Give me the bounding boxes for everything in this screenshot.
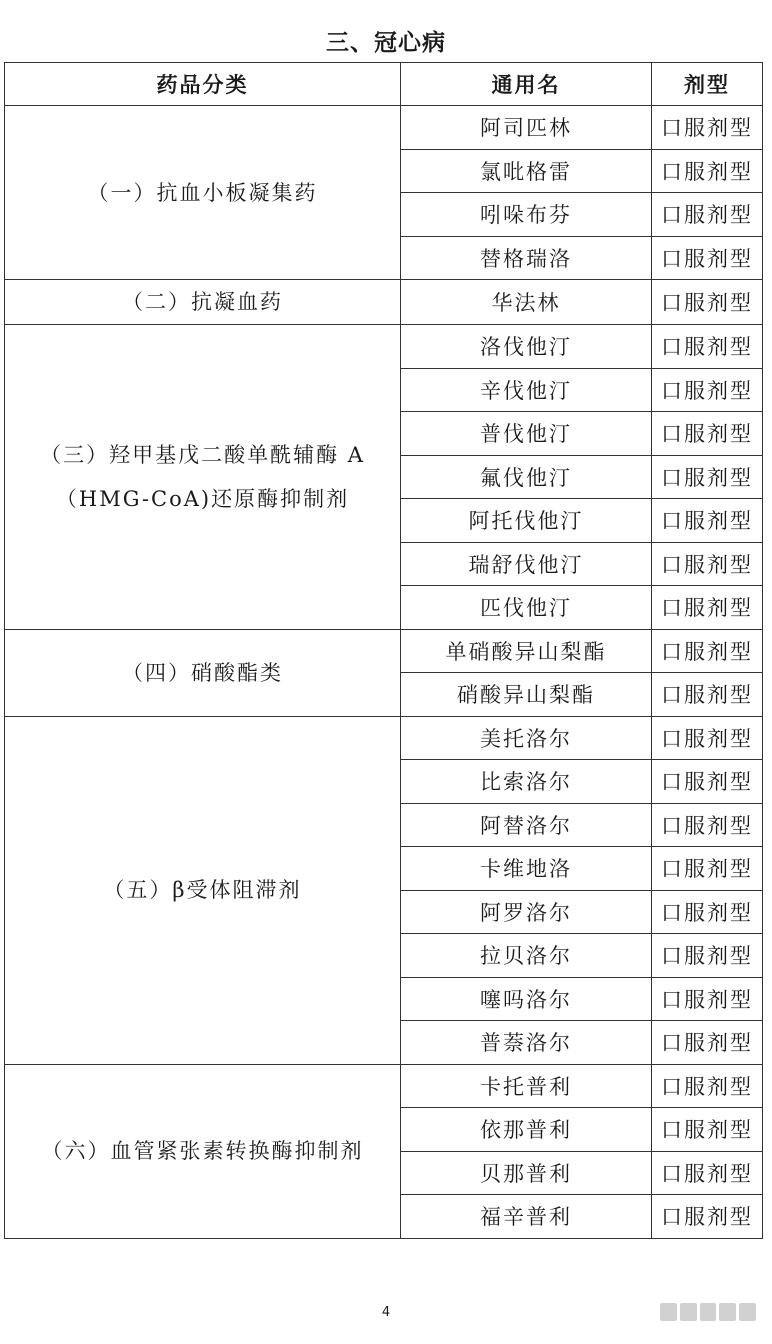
- generic-name-cell: 贝那普利: [401, 1151, 652, 1195]
- generic-name-cell: 洛伐他汀: [401, 325, 652, 369]
- generic-name-cell: 阿托伐他汀: [401, 499, 652, 543]
- dosage-form-cell: 口服剂型: [652, 412, 763, 456]
- dosage-form-cell: 口服剂型: [652, 455, 763, 499]
- dosage-form-cell: 口服剂型: [652, 1021, 763, 1065]
- category-cell: （一）抗血小板凝集药: [5, 106, 401, 280]
- generic-name-cell: 卡托普利: [401, 1064, 652, 1108]
- generic-name-cell: 普伐他汀: [401, 412, 652, 456]
- dosage-form-cell: 口服剂型: [652, 149, 763, 193]
- dosage-form-cell: 口服剂型: [652, 193, 763, 237]
- generic-name-cell: 氯吡格雷: [401, 149, 652, 193]
- category-cell: [5, 325, 401, 630]
- dosage-form-cell: 口服剂型: [652, 236, 763, 280]
- table-row: [5, 106, 763, 150]
- generic-name-cell: 阿替洛尔: [401, 803, 652, 847]
- dosage-form-cell: 口服剂型: [652, 542, 763, 586]
- page-number: 4: [381, 1305, 391, 1320]
- category-cell: （六）血管紧张素转换酶抑制剂: [5, 1064, 401, 1238]
- category-label-line: （三）羟甲基戊二酸单酰辅酶 A: [40, 442, 365, 467]
- dosage-form-cell: 口服剂型: [652, 1108, 763, 1152]
- generic-name-cell: 氟伐他汀: [401, 455, 652, 499]
- table-row: [5, 629, 763, 673]
- dosage-form-cell: 口服剂型: [652, 586, 763, 630]
- dosage-form-cell: 口服剂型: [652, 760, 763, 804]
- document-title: 三、冠心病: [326, 30, 446, 56]
- dosage-form-cell: 口服剂型: [652, 499, 763, 543]
- dosage-form-cell: 口服剂型: [652, 716, 763, 760]
- header-category: 药品分类: [5, 63, 401, 106]
- dosage-form-cell: 口服剂型: [652, 368, 763, 412]
- dosage-form-cell: 口服剂型: [652, 803, 763, 847]
- table-row: [5, 280, 763, 325]
- category-cell: （二）抗凝血药: [5, 280, 401, 325]
- table-row: [5, 716, 763, 760]
- generic-name-cell: 拉贝洛尔: [401, 934, 652, 978]
- generic-name-cell: 美托洛尔: [401, 716, 652, 760]
- category-cell: （五）β受体阻滞剂: [5, 716, 401, 1064]
- dosage-form-cell: 口服剂型: [652, 934, 763, 978]
- generic-name-cell: 依那普利: [401, 1108, 652, 1152]
- generic-name-cell: 吲哚布芬: [401, 193, 652, 237]
- dosage-form-cell: 口服剂型: [652, 977, 763, 1021]
- dosage-form-cell: 口服剂型: [652, 890, 763, 934]
- generic-name-cell: 替格瑞洛: [401, 236, 652, 280]
- watermark-logo: [660, 1303, 756, 1321]
- header-dosage-form: 剂型: [652, 63, 763, 106]
- generic-name-cell: 辛伐他汀: [401, 368, 652, 412]
- generic-name-cell: 单硝酸异山梨酯: [401, 629, 652, 673]
- generic-name-cell: 匹伐他汀: [401, 586, 652, 630]
- generic-name-cell: 瑞舒伐他汀: [401, 542, 652, 586]
- generic-name-cell: 噻吗洛尔: [401, 977, 652, 1021]
- table-row: [5, 325, 763, 369]
- generic-name-cell: 阿司匹林: [401, 106, 652, 150]
- dosage-form-cell: 口服剂型: [652, 847, 763, 891]
- dosage-form-cell: 口服剂型: [652, 673, 763, 717]
- table-body: [5, 106, 763, 1239]
- dosage-form-cell: 口服剂型: [652, 1195, 763, 1239]
- generic-name-cell: 福辛普利: [401, 1195, 652, 1239]
- table-row: [5, 1064, 763, 1108]
- dosage-form-cell: 口服剂型: [652, 1151, 763, 1195]
- dosage-form-cell: 口服剂型: [652, 629, 763, 673]
- dosage-form-cell: 口服剂型: [652, 280, 763, 325]
- generic-name-cell: 华法林: [401, 280, 652, 325]
- generic-name-cell: 比索洛尔: [401, 760, 652, 804]
- dosage-form-cell: 口服剂型: [652, 1064, 763, 1108]
- category-label-line: （HMG-CoA)还原酶抑制剂: [55, 486, 350, 511]
- category-cell: （四）硝酸酯类: [5, 629, 401, 716]
- dosage-form-cell: 口服剂型: [652, 106, 763, 150]
- generic-name-cell: 卡维地洛: [401, 847, 652, 891]
- drug-table: [4, 62, 763, 1239]
- generic-name-cell: 普萘洛尔: [401, 1021, 652, 1065]
- header-generic-name: 通用名: [401, 63, 652, 106]
- generic-name-cell: 阿罗洛尔: [401, 890, 652, 934]
- table-header-row: [5, 63, 763, 106]
- generic-name-cell: 硝酸异山梨酯: [401, 673, 652, 717]
- dosage-form-cell: 口服剂型: [652, 325, 763, 369]
